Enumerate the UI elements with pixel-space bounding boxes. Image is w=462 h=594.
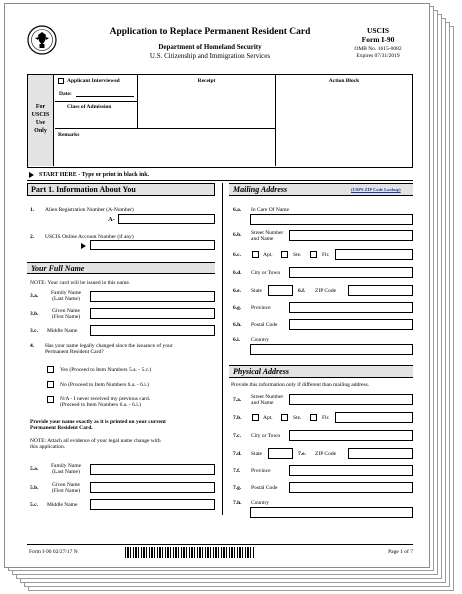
name-change-na-checkbox[interactable] <box>47 396 54 403</box>
ste-checkbox[interactable] <box>281 251 288 258</box>
physical-city-field[interactable] <box>289 430 413 441</box>
prior-middle-name-label: Middle Name <box>47 502 78 508</box>
label-line: Permanent Resident Card. <box>30 425 93 431</box>
in-care-of-label: In Care Of Name <box>251 207 290 213</box>
flr-label: Flr. <box>322 252 330 258</box>
action-block-label: Action Block <box>328 78 360 84</box>
apt-label: Apt. <box>263 252 273 258</box>
remarks-label: Remarks <box>58 132 80 138</box>
agency-code: USCIS <box>366 26 390 35</box>
item-number: 6.e. <box>233 288 241 294</box>
form-title: Application to Replace Permanent Resident Card <box>109 27 311 37</box>
country-field[interactable] <box>250 344 413 355</box>
form-number: Form I-90 <box>361 35 395 44</box>
item-number: 6.h. <box>233 322 242 328</box>
form-page <box>4 3 430 568</box>
in-care-of-field[interactable] <box>250 214 413 225</box>
side-label-line: USCIS <box>31 112 50 118</box>
department-name: Department of Homeland Security <box>158 43 262 51</box>
label-line: and Name <box>251 236 274 242</box>
physical-ste-checkbox[interactable] <box>281 414 288 421</box>
label-line: Has your name legally changed since the issuance of your <box>45 343 173 349</box>
item-number: 5.c. <box>30 502 38 508</box>
name-change-no-checkbox[interactable] <box>47 381 54 388</box>
class-of-admission-label: Class of Admission <box>67 104 112 110</box>
label-line: (Proceed to Item Numbers 6.a. - 6.i.) <box>60 402 141 408</box>
evidence-note <box>30 438 161 450</box>
name-note: NOTE: Your card will be issued in this name. <box>30 280 131 286</box>
label-line: (First Name) <box>51 488 81 494</box>
agency-name: U.S. Citizenship and Immigration Services <box>149 52 271 60</box>
a-number-prefix: A- <box>108 216 115 223</box>
physical-zip-label: ZIP Code <box>315 451 337 457</box>
divider <box>27 180 413 181</box>
unit-number-field[interactable] <box>335 249 413 260</box>
name-change-yes-label: Yes (Proceed to Item Numbers 5.a. - 5.c.) <box>60 367 152 373</box>
state-label: State <box>251 288 262 294</box>
apt-checkbox[interactable] <box>252 251 259 258</box>
street-label <box>251 230 283 242</box>
name-change-question <box>45 343 173 355</box>
item-number: 6.g. <box>233 305 242 311</box>
physical-state-field[interactable] <box>268 448 293 459</box>
family-name-label <box>47 290 85 302</box>
triangle-right-icon <box>29 172 34 178</box>
city-field[interactable] <box>289 267 413 278</box>
prior-given-name-field[interactable] <box>90 482 215 493</box>
mailing-address-title: Mailing Address <box>233 185 288 194</box>
barcode-icon <box>125 547 255 558</box>
given-name-field[interactable] <box>90 308 215 319</box>
page-number: Page 1 of 7 <box>388 549 413 555</box>
label-line: (First Name) <box>51 314 81 320</box>
item-number: 7.e. <box>298 451 306 457</box>
item-number: 7.b. <box>233 415 242 421</box>
label-line: this application. <box>30 444 66 450</box>
applicant-interviewed-checkbox[interactable] <box>58 78 64 84</box>
country-label: Country <box>251 337 270 343</box>
item-number: 7.c. <box>233 433 241 439</box>
item-number: 1. <box>30 207 35 213</box>
item-number: 4. <box>30 343 35 349</box>
form-edition: Form I-90 02/27/17 N <box>29 549 78 555</box>
item-number: 3.c. <box>30 328 38 334</box>
physical-country-field[interactable] <box>250 507 413 518</box>
a-number-field[interactable] <box>118 214 215 224</box>
label-line: (Last Name) <box>52 296 80 302</box>
uscis-side-label <box>28 75 54 166</box>
physical-postal-code-field[interactable] <box>289 482 413 493</box>
physical-flr-label: Flr. <box>322 415 330 421</box>
divider <box>55 128 275 129</box>
prior-family-name-label <box>47 463 85 475</box>
physical-province-label: Province <box>251 468 271 474</box>
label-line: Street Number <box>251 230 284 236</box>
middle-name-field[interactable] <box>90 325 215 336</box>
dhs-seal-icon <box>27 25 57 55</box>
item-number: 6.a. <box>233 207 242 213</box>
ste-label: Ste. <box>293 252 302 258</box>
flr-checkbox[interactable] <box>310 251 317 258</box>
street-field[interactable] <box>289 230 413 241</box>
item-number: 3.b. <box>30 311 39 317</box>
label-line: (Last Name) <box>52 469 80 475</box>
physical-city-label: City or Town <box>251 433 281 439</box>
item-number: 6.c. <box>233 252 241 258</box>
physical-country-label: Country <box>251 500 270 506</box>
item-number: 5.a. <box>30 466 39 472</box>
uscis-account-label: USCIS Online Account Number (if any) <box>45 234 134 240</box>
date-line[interactable] <box>76 96 134 97</box>
middle-name-label: Middle Name <box>47 328 78 334</box>
label-line: Street Number <box>251 394 284 400</box>
physical-address-instruction: Provide this information only if different than mailing address. <box>231 382 370 388</box>
item-number: 6.f. <box>298 288 306 294</box>
label-line: NOTE: Attach all evidence of your legal name change with <box>30 438 161 444</box>
physical-unit-number-field[interactable] <box>335 412 413 423</box>
zip-label: ZIP Code <box>315 288 337 294</box>
label-line: and Name <box>251 400 274 406</box>
column-divider <box>222 183 223 515</box>
postal-code-label: Postal Code <box>251 322 278 328</box>
side-label-line: Only <box>34 128 47 134</box>
divider <box>275 75 276 166</box>
item-number: 2. <box>30 234 35 240</box>
triangle-right-icon <box>81 243 86 249</box>
date-label: Date: <box>59 91 72 97</box>
name-change-na-label <box>60 396 150 408</box>
state-field[interactable] <box>268 285 293 296</box>
physical-zip-field[interactable] <box>348 448 413 459</box>
zip-field[interactable] <box>348 285 413 296</box>
physical-ste-label: Ste. <box>293 415 302 421</box>
family-name-field[interactable] <box>90 291 215 302</box>
item-number: 7.d. <box>233 451 242 457</box>
receipt-label: Receipt <box>197 78 216 84</box>
physical-province-field[interactable] <box>289 465 413 476</box>
full-name-title: Your Full Name <box>31 264 85 273</box>
physical-address-title: Physical Address <box>233 367 289 376</box>
city-label: City or Town <box>251 270 281 276</box>
physical-apt-checkbox[interactable] <box>252 414 259 421</box>
item-number: 7.a. <box>233 397 242 403</box>
prior-family-name-field[interactable] <box>90 464 215 475</box>
physical-apt-label: Apt. <box>263 415 273 421</box>
item-number: 6.d. <box>233 270 242 276</box>
side-label-line: For <box>35 104 46 110</box>
start-here-instruction: START HERE - Type or print in black ink. <box>39 172 150 178</box>
a-number-label: Alien Registration Number (A-Number) <box>45 207 134 213</box>
name-change-yes-checkbox[interactable] <box>47 366 54 373</box>
label-line: Family Name <box>50 290 82 296</box>
name-change-no-label: No (Proceed to Item Numbers 6.a. - 6.i.) <box>60 382 150 388</box>
physical-street-label <box>251 394 283 406</box>
physical-street-field[interactable] <box>289 394 413 405</box>
label-line: Family Name <box>50 463 82 469</box>
uscis-account-field[interactable] <box>90 240 215 250</box>
divider <box>55 101 137 102</box>
applicant-interviewed-label: Applicant Interviewed <box>67 78 120 84</box>
province-field[interactable] <box>289 302 413 313</box>
postal-code-field[interactable] <box>289 319 413 330</box>
item-number: 6.b. <box>233 232 242 238</box>
side-label-line: Use <box>35 120 46 126</box>
prior-given-name-label <box>47 482 85 494</box>
expiration-date: Expires 07/31/2019 <box>356 53 400 59</box>
given-name-label <box>47 308 85 320</box>
uscis-office-block <box>27 74 413 168</box>
current-name-instruction <box>30 419 166 431</box>
omb-number: OMB No. 1615-0082 <box>354 46 402 52</box>
label-line: Given Name <box>52 308 80 314</box>
label-line: N/A - I never received my previous card. <box>60 396 151 402</box>
label-line: Given Name <box>52 482 80 488</box>
physical-state-label: State <box>251 451 262 457</box>
part1-title: Part 1. Information About You <box>31 185 136 194</box>
item-number: 7.g. <box>233 485 242 491</box>
item-number: 5.b. <box>30 485 39 491</box>
footer-rule <box>27 544 413 545</box>
zip-lookup-link[interactable]: (USPS ZIP Code Lookup) <box>351 187 401 192</box>
label-line: Provide your name exactly as it is printed on your current <box>30 419 166 425</box>
physical-flr-checkbox[interactable] <box>310 414 317 421</box>
item-number: 6.i. <box>233 337 241 343</box>
item-number: 7.h. <box>233 500 242 506</box>
physical-postal-code-label: Postal Code <box>251 485 278 491</box>
label-line: Permanent Resident Card? <box>45 349 104 355</box>
item-number: 7.f. <box>233 468 241 474</box>
item-number: 3.a. <box>30 293 39 299</box>
prior-middle-name-field[interactable] <box>90 499 215 510</box>
province-label: Province <box>251 305 271 311</box>
